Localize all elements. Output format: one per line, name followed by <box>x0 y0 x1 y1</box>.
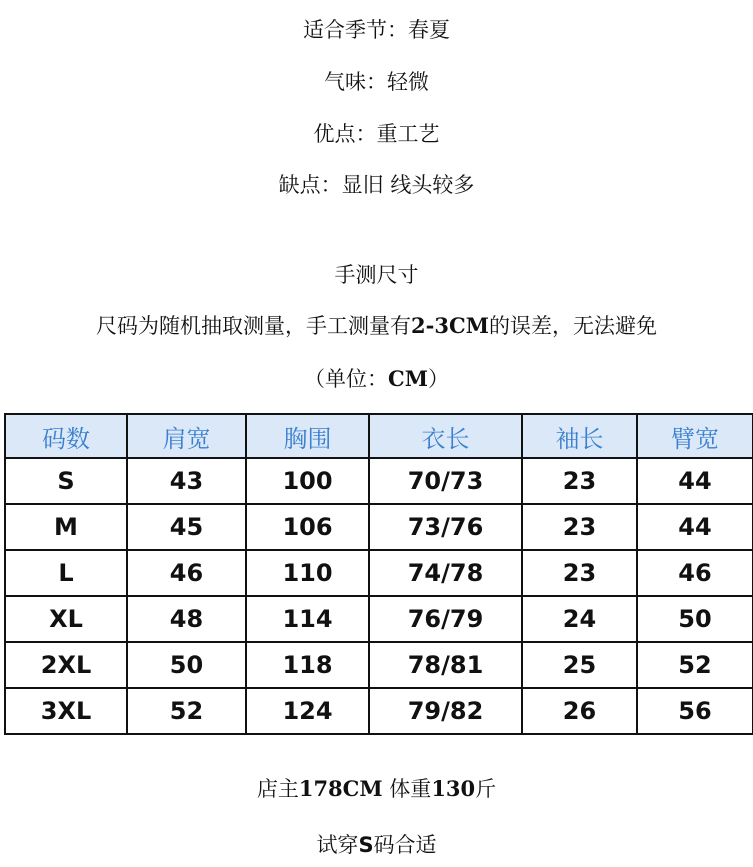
table-cell: 76/79 <box>369 596 522 642</box>
table-row <box>5 596 753 642</box>
header-arm: 臂宽 <box>637 414 753 458</box>
table-cell: 46 <box>127 550 246 596</box>
table-row <box>5 688 753 734</box>
owner-height: 178CM <box>298 776 383 801</box>
header-shoulder: 肩宽 <box>127 414 246 458</box>
table-cell: 118 <box>246 642 369 688</box>
measurement-note <box>0 312 753 340</box>
header-size: 码数 <box>5 414 127 458</box>
table-cell: 106 <box>246 504 369 550</box>
unit-line <box>0 365 753 393</box>
season-line: 适合季节：春夏 <box>303 18 450 42</box>
cons-line: 缺点：显旧 线头较多 <box>278 173 475 197</box>
table-cell: 3XL <box>5 688 127 734</box>
header-length: 衣长 <box>369 414 522 458</box>
unit-value: CM <box>388 366 428 391</box>
owner-measurements <box>0 775 753 803</box>
table-cell: 43 <box>127 458 246 504</box>
table-cell: 2XL <box>5 642 127 688</box>
table-cell: 52 <box>127 688 246 734</box>
table-cell: 23 <box>522 550 637 596</box>
table-cell: 79/82 <box>369 688 522 734</box>
table-cell: 110 <box>246 550 369 596</box>
table-cell: 48 <box>127 596 246 642</box>
size-table-header-row <box>5 414 753 458</box>
table-cell: 25 <box>522 642 637 688</box>
table-cell: 44 <box>637 504 753 550</box>
table-cell: 50 <box>127 642 246 688</box>
table-cell: 56 <box>637 688 753 734</box>
table-cell: 70/73 <box>369 458 522 504</box>
table-cell: 24 <box>522 596 637 642</box>
fit-prefix: 试穿 <box>316 833 359 857</box>
fit-suffix: 码合适 <box>373 833 437 857</box>
fit-note <box>0 831 753 859</box>
table-row <box>5 458 753 504</box>
measurement-note-range: 2-3CM <box>411 313 489 338</box>
measurement-note-before: 尺码为随机抽取测量，手工测量有 <box>96 314 412 338</box>
size-table <box>4 413 753 735</box>
table-cell: 52 <box>637 642 753 688</box>
table-cell: 45 <box>127 504 246 550</box>
table-cell: 50 <box>637 596 753 642</box>
unit-close: ） <box>427 367 449 391</box>
table-cell: 26 <box>522 688 637 734</box>
table-row <box>5 504 753 550</box>
table-cell: 78/81 <box>369 642 522 688</box>
owner-weight-label: 体重 <box>382 777 432 801</box>
table-cell: 23 <box>522 504 637 550</box>
table-row <box>5 550 753 596</box>
table-cell: 73/76 <box>369 504 522 550</box>
table-cell: 23 <box>522 458 637 504</box>
smell-line: 气味：轻微 <box>324 70 429 94</box>
header-sleeve: 袖长 <box>522 414 637 458</box>
measurement-heading: 手测尺寸 <box>334 263 419 287</box>
table-row <box>5 642 753 688</box>
owner-weight-unit: 斤 <box>475 777 497 801</box>
table-cell: 46 <box>637 550 753 596</box>
table-cell: M <box>5 504 127 550</box>
fit-size: S <box>358 833 374 857</box>
table-cell: XL <box>5 596 127 642</box>
owner-prefix: 店主 <box>256 777 299 801</box>
table-cell: S <box>5 458 127 504</box>
owner-weight-value: 130 <box>431 776 476 801</box>
unit-open: （单位： <box>304 367 389 391</box>
table-cell: L <box>5 550 127 596</box>
pros-line: 优点：重工艺 <box>313 122 440 146</box>
measurement-note-after: 的误差，无法避免 <box>488 314 657 338</box>
table-cell: 114 <box>246 596 369 642</box>
table-cell: 100 <box>246 458 369 504</box>
table-cell: 74/78 <box>369 550 522 596</box>
table-cell: 124 <box>246 688 369 734</box>
header-chest: 胸围 <box>246 414 369 458</box>
table-cell: 44 <box>637 458 753 504</box>
